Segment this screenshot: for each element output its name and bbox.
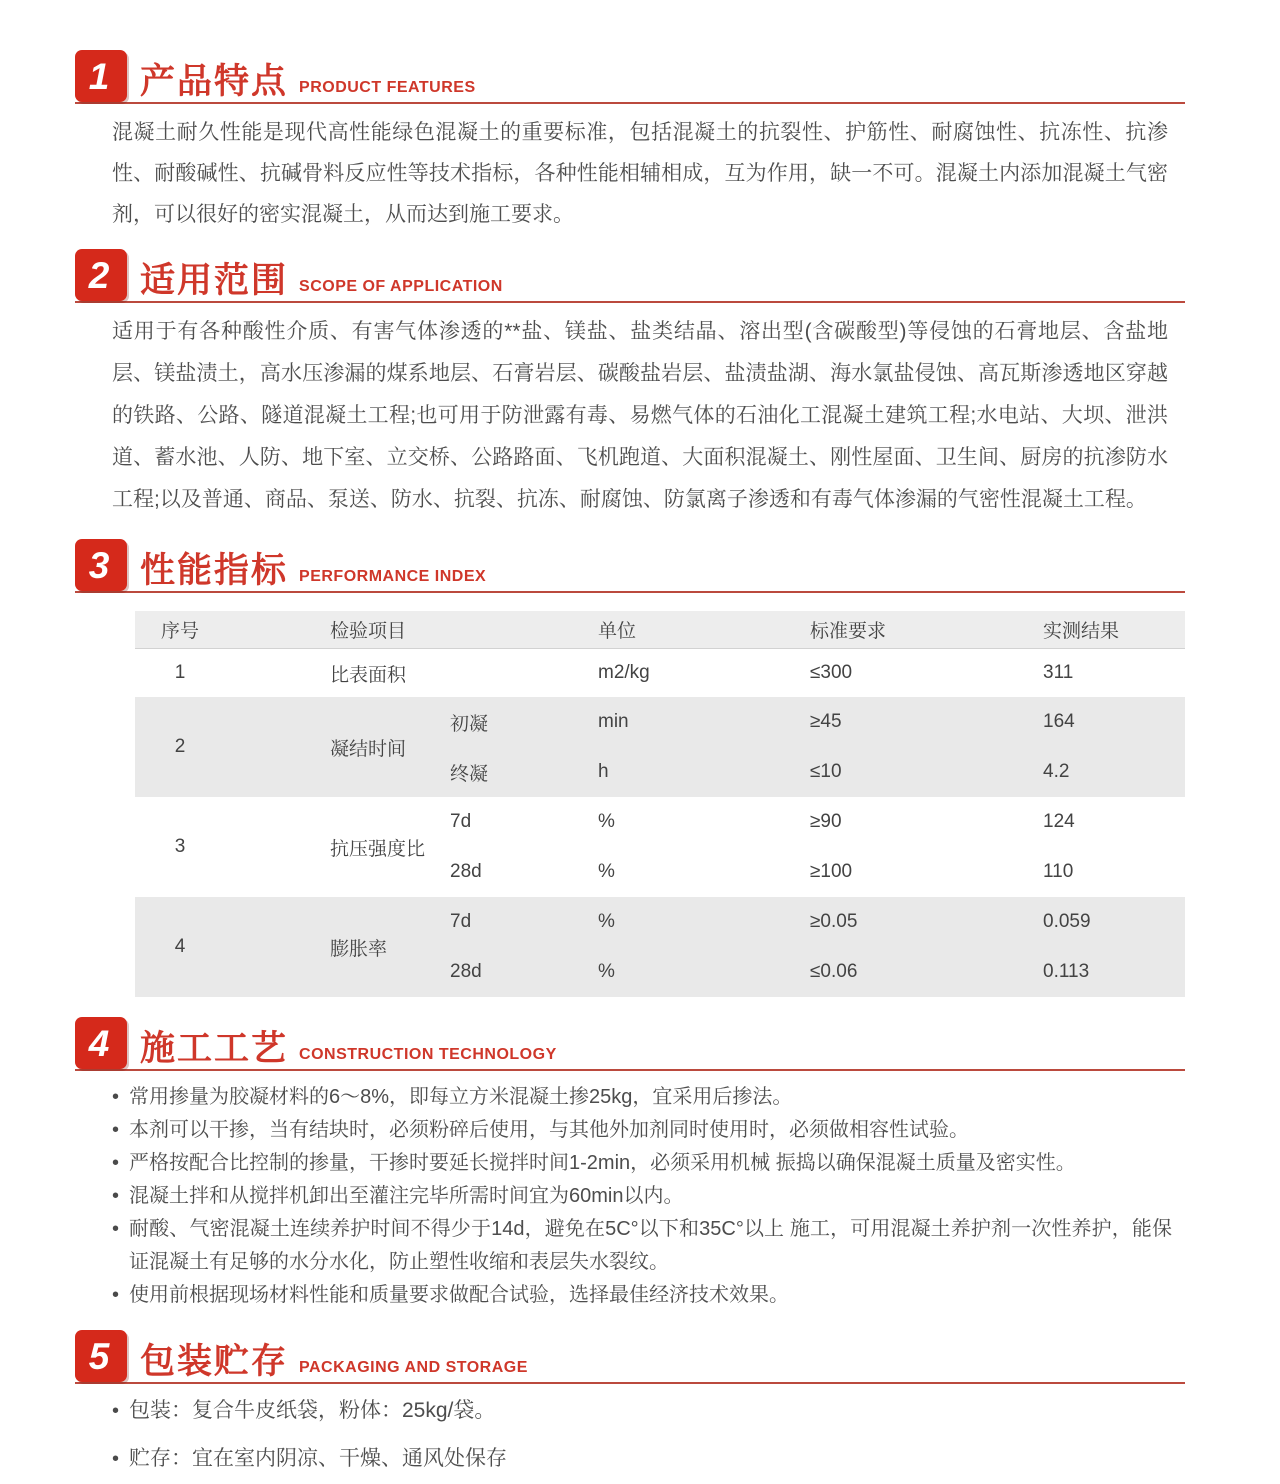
cell-no: 1 (174, 662, 186, 683)
cell-result: 110 (1043, 861, 1074, 882)
header-item: 检验项目 (330, 621, 407, 642)
cell-no: 4 (174, 936, 186, 957)
packaging-storage-list (112, 1394, 1172, 1476)
cell-result: 124 (1043, 811, 1075, 832)
cell-result: 164 (1043, 711, 1075, 732)
header-standard: 标准要求 (810, 621, 887, 642)
section-header (75, 1330, 1185, 1384)
section-header (75, 249, 1185, 303)
bullet-item: • 贮存：宜在室内阴凉、干燥、通风处保存 (112, 1442, 1172, 1476)
product-features-paragraph: 混凝土耐久性能是现代高性能绿色混凝土的重要标准，包括混凝土的抗裂性、护筋性、耐腐蚀性、抗冻性、抗渗性、耐酸碱性、抗碱骨料反应性等技术指标，各种性能相辅相成，互为作用，缺一不可。混凝土内添加混凝土气密剂，可以很好的密实混凝土，从而达到施工要求。 (112, 121, 1168, 226)
section-number-badge (75, 539, 127, 591)
header-no: 序号 (160, 621, 199, 642)
performance-table (135, 611, 1185, 997)
cell-unit: % (598, 861, 615, 882)
section-product-features (75, 50, 1185, 235)
section-subtitle: PACKAGING AND STORAGE (299, 1359, 528, 1376)
section-header (75, 1017, 1185, 1071)
section-title: 施工工艺 (140, 1029, 289, 1068)
header-result: 实测结果 (1043, 621, 1120, 642)
cell-standard: ≥45 (810, 711, 842, 732)
section-number: 2 (88, 254, 110, 296)
table-row (135, 697, 1185, 797)
cell-unit: h (598, 761, 609, 782)
section-title: 适用范围 (140, 261, 289, 300)
section-title: 性能指标 (140, 551, 289, 590)
table-header-row (135, 611, 1185, 649)
scope-paragraph: 适用于有各种酸性介质、有害气体渗透的**盐、镁盐、盐类结晶、溶出型(含碳酸型)等侵蚀的石膏地层、含盐地层、镁盐渍土，高水压渗漏的煤系地层、石膏岩层、碳酸盐岩层、盐渍盐湖、海水氯盐侵蚀、高瓦斯渗透地区穿越的铁路、公路、隧道混凝土工程;也可用于防泄露有毒、易燃气体的石油化工混凝土建筑工程;水电站、大坝、泄洪道、蓄水池、人防、地下室、立交桥、公路路面、飞机跑道、大面积混凝土、刚性屋面、卫生间、厨房的抗渗防水工程;以及普通、商品、泵送、防水、抗裂、抗冻、耐腐蚀、防氯离子渗透和有毒气体渗漏的气密性混凝土工程。 (112, 320, 1168, 511)
section-number-badge (75, 1330, 127, 1382)
cell-unit: m2/kg (598, 662, 650, 683)
cell-no: 2 (174, 736, 186, 757)
section-number: 5 (88, 1335, 110, 1377)
section-number: 3 (88, 544, 110, 586)
bullet-item: • 包装：复合牛皮纸袋，粉体：25kg/袋。 (112, 1394, 1172, 1428)
cell-result: 311 (1043, 662, 1074, 683)
section-header (75, 539, 1185, 593)
section-subtitle: CONSTRUCTION TECHNOLOGY (299, 1046, 557, 1063)
bullet-item: • 使用前根据现场材料性能和质量要求做配合试验，选择最佳经济技术效果。 (112, 1279, 1172, 1312)
cell-result: 4.2 (1043, 761, 1070, 782)
section-number-badge (75, 50, 127, 102)
section-subtitle: SCOPE OF APPLICATION (299, 278, 503, 295)
cell-standard: ≥0.05 (810, 911, 858, 932)
cell-sub: 终凝 (450, 763, 489, 785)
cell-unit: % (598, 811, 615, 832)
cell-no: 3 (174, 836, 186, 857)
bullet-item: • 本剂可以干掺，当有结块时，必须粉碎后使用，与其他外加剂同时使用时，必须做相容性试验。 (112, 1114, 1172, 1147)
section-title: 产品特点 (140, 62, 289, 101)
section-number-badge (75, 249, 127, 301)
cell-sub: 7d (450, 811, 472, 832)
cell-standard: ≤300 (810, 662, 853, 683)
construction-steps-list (112, 1081, 1172, 1312)
cell-item: 膨胀率 (330, 938, 388, 960)
section-subtitle: PRODUCT FEATURES (299, 79, 476, 96)
table-row (135, 797, 1185, 897)
bullet-item: • 严格按配合比控制的掺量，干掺时要延长搅拌时间1-2min，必须采用机械 振捣以确保混凝土质量及密实性。 (112, 1147, 1172, 1180)
cell-sub: 28d (450, 861, 482, 882)
cell-unit: % (598, 961, 615, 982)
cell-standard: ≥90 (810, 811, 842, 832)
section-scope-of-application (75, 249, 1185, 521)
bullet-item: • 常用掺量为胶凝材料的6～8%，即每立方米混凝土掺25kg，宜采用后掺法。 (112, 1081, 1172, 1114)
cell-result: 0.113 (1043, 961, 1090, 982)
cell-sub: 7d (450, 911, 472, 932)
cell-item: 凝结时间 (330, 738, 407, 760)
cell-unit: % (598, 911, 615, 932)
cell-standard: ≥100 (810, 861, 853, 882)
datasheet-page (75, 50, 1185, 1476)
cell-item: 比表面积 (330, 664, 407, 686)
cell-standard: ≤0.06 (810, 961, 858, 982)
cell-result: 0.059 (1043, 911, 1091, 932)
header-unit: 单位 (598, 621, 637, 642)
table-row (135, 897, 1185, 997)
section-number-badge (75, 1017, 127, 1069)
section-packaging-storage (75, 1330, 1185, 1476)
section-subtitle: PERFORMANCE INDEX (299, 568, 487, 585)
cell-sub: 初凝 (450, 713, 489, 735)
section-number: 1 (88, 55, 110, 97)
section-performance-index (75, 539, 1185, 997)
section-title: 包装贮存 (140, 1342, 289, 1381)
table-row (135, 649, 1185, 697)
bullet-item: • 耐酸、气密混凝土连续养护时间不得少于14d，避免在5C°以下和35C°以上 施工，可用混凝土养护剂一次性养护，能保证混凝土有足够的水分水化，防止塑性收缩和表层失水裂纹。 (112, 1213, 1172, 1279)
cell-sub: 28d (450, 961, 482, 982)
section-construction-technology (75, 1017, 1185, 1312)
section-header (75, 50, 1185, 104)
cell-item: 抗压强度比 (330, 838, 426, 860)
bullet-item: • 混凝土拌和从搅拌机卸出至灌注完毕所需时间宜为60min以内。 (112, 1180, 1172, 1213)
cell-unit: min (598, 711, 629, 732)
section-number: 4 (88, 1022, 110, 1064)
cell-standard: ≤10 (810, 761, 842, 782)
